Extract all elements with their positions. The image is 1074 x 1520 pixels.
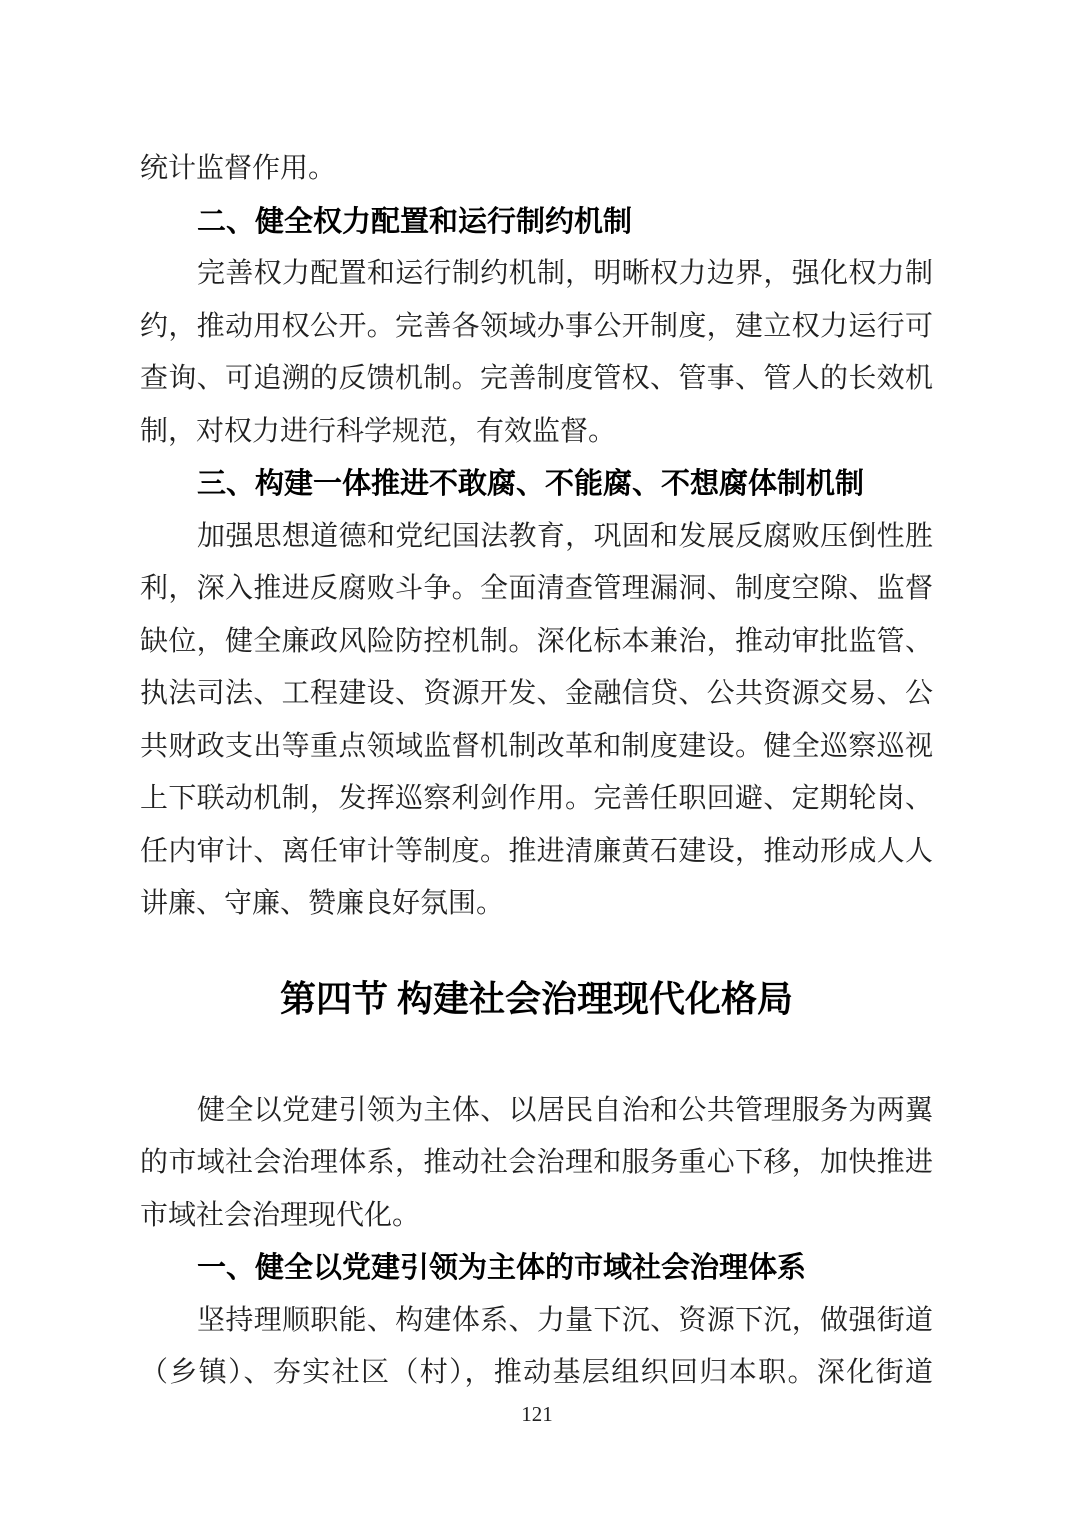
paragraph-line: 约，推动用权公开。完善各领域办事公开制度，建立权力运行可	[140, 310, 933, 342]
paragraph-line: 市域社会治理现代化。	[140, 1199, 421, 1231]
paragraph-line: 统计监督作用。	[140, 153, 337, 184]
paragraph-line: 加强思想道德和党纪国法教育，巩固和发展反腐败压倒性胜	[197, 520, 933, 552]
paragraph-line: 坚持理顺职能、构建体系、力量下沉、资源下沉，做强街道	[197, 1304, 933, 1336]
numbered-heading: 三、构建一体推进不敢腐、不能腐、不想腐体制机制	[197, 468, 865, 500]
paragraph-line: 制，对权力进行科学规范，有效监督。	[140, 415, 617, 447]
numbered-heading: 一、健全以党建引领为主体的市域社会治理体系	[197, 1252, 807, 1284]
paragraph-line: 共财政支出等重点领域监督机制改革和制度建设。健全巡察巡视	[140, 730, 933, 762]
paragraph-line: 的市域社会治理体系，推动社会治理和服务重心下移，加快推进	[140, 1147, 933, 1178]
paragraph-line: （乡镇）、夯实社区（村），推动基层组织回归本职。深化街道	[140, 1357, 933, 1388]
paragraph-line: 查询、可追溯的反馈机制。完善制度管权、管事、管人的长效机	[140, 363, 933, 394]
paragraph-line: 健全以党建引领为主体、以居民自治和公共管理服务为两翼	[197, 1094, 933, 1126]
page-number: 121	[521, 1402, 553, 1426]
paragraph-line: 讲廉、守廉、赞廉良好氛围。	[140, 888, 505, 919]
section-title: 第四节 构建社会治理现代化格局	[279, 978, 793, 1019]
paragraph-line: 完善权力配置和运行制约机制，明晰权力边界，强化权力制	[197, 258, 933, 289]
paragraph-line: 上下联动机制，发挥巡察利剑作用。完善任职回避、定期轮岗、	[140, 783, 933, 814]
numbered-heading: 二、健全权力配置和运行制约机制	[197, 205, 633, 238]
paragraph-line: 缺位，健全廉政风险防控机制。深化标本兼治，推动审批监管、	[140, 625, 933, 657]
paragraph-line: 执法司法、工程建设、资源开发、金融信贷、公共资源交易、公	[140, 678, 933, 709]
paragraph-line: 任内审计、离任审计等制度。推进清廉黄石建设，推动形成人人	[140, 835, 933, 867]
paragraph-line: 利，深入推进反腐败斗争。全面清查管理漏洞、制度空隙、监督	[140, 573, 933, 604]
document-content	[140, 143, 933, 1400]
